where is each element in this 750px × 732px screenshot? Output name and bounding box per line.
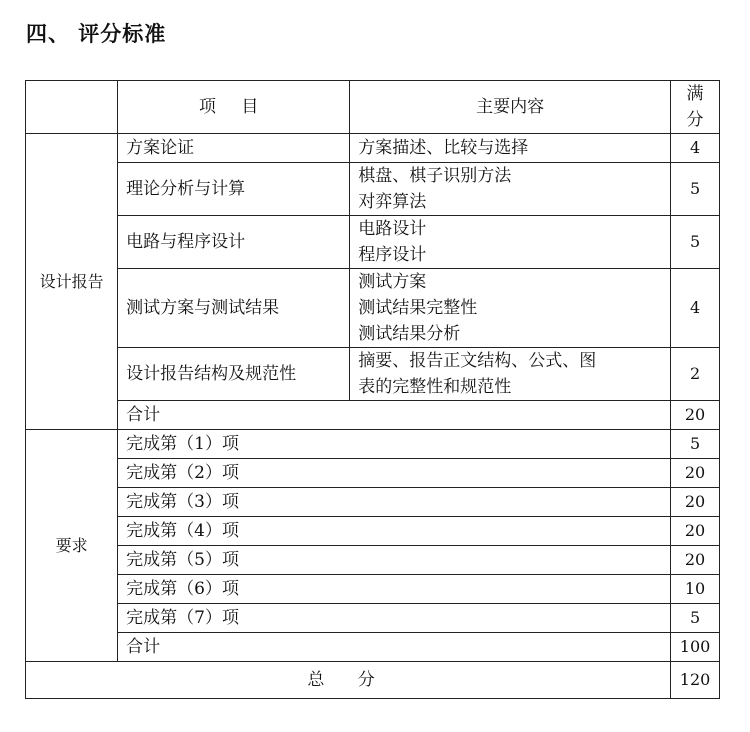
item-cell: 完成第（1）项 bbox=[118, 430, 671, 459]
table-row bbox=[26, 134, 720, 163]
content-cell bbox=[350, 269, 671, 348]
section-heading: 四、 评分标准 bbox=[26, 22, 167, 46]
score-cell: 20 bbox=[671, 517, 720, 546]
table-row bbox=[26, 269, 720, 348]
content-line: 对弈算法 bbox=[358, 192, 427, 212]
item-cell: 电路与程序设计 bbox=[118, 216, 350, 269]
table-row bbox=[26, 459, 720, 488]
header-blank bbox=[26, 81, 118, 134]
item-cell: 理论分析与计算 bbox=[118, 163, 350, 216]
category-requirements: 要求 bbox=[26, 430, 118, 662]
content-line: 测试结果完整性 bbox=[358, 298, 478, 318]
header-content: 主要内容 bbox=[350, 81, 671, 134]
header-item: 项 目 bbox=[118, 81, 350, 134]
content-cell bbox=[350, 348, 671, 401]
content-cell bbox=[350, 216, 671, 269]
subtotal-score: 100 bbox=[671, 633, 720, 662]
content-line: 程序设计 bbox=[358, 245, 427, 265]
header-row bbox=[26, 81, 720, 134]
score-cell: 4 bbox=[671, 134, 720, 163]
total-score: 120 bbox=[671, 662, 720, 699]
item-cell: 完成第（7）项 bbox=[118, 604, 671, 633]
table-row bbox=[26, 575, 720, 604]
header-score: 满分 bbox=[671, 81, 720, 134]
table-row bbox=[26, 604, 720, 633]
score-cell: 20 bbox=[671, 459, 720, 488]
subtotal-score: 20 bbox=[671, 401, 720, 430]
table-row bbox=[26, 348, 720, 401]
subtotal-label: 合计 bbox=[118, 633, 671, 662]
item-cell: 完成第（2）项 bbox=[118, 459, 671, 488]
item-cell: 测试方案与测试结果 bbox=[118, 269, 350, 348]
content-line: 电路设计 bbox=[358, 219, 427, 239]
item-cell: 设计报告结构及规范性 bbox=[118, 348, 350, 401]
item-cell: 完成第（3）项 bbox=[118, 488, 671, 517]
table-row bbox=[26, 430, 720, 459]
subtotal-label: 合计 bbox=[118, 401, 671, 430]
score-cell: 20 bbox=[671, 488, 720, 517]
score-cell: 5 bbox=[671, 430, 720, 459]
score-cell: 5 bbox=[671, 604, 720, 633]
table-row bbox=[26, 517, 720, 546]
content-line: 棋盘、棋子识别方法 bbox=[358, 166, 512, 186]
subtotal-row bbox=[26, 633, 720, 662]
content-line: 测试结果分析 bbox=[358, 324, 461, 344]
item-cell: 完成第（4）项 bbox=[118, 517, 671, 546]
table-row bbox=[26, 546, 720, 575]
score-cell: 20 bbox=[671, 546, 720, 575]
table-row bbox=[26, 488, 720, 517]
score-cell: 10 bbox=[671, 575, 720, 604]
content-line: 表的完整性和规范性 bbox=[358, 377, 512, 397]
item-cell: 完成第（5）项 bbox=[118, 546, 671, 575]
content-cell: 方案描述、比较与选择 bbox=[350, 134, 671, 163]
score-cell: 4 bbox=[671, 269, 720, 348]
score-cell: 5 bbox=[671, 163, 720, 216]
content-line: 摘要、报告正文结构、公式、图 bbox=[358, 351, 597, 371]
content-cell bbox=[350, 163, 671, 216]
grading-table bbox=[25, 80, 720, 699]
score-cell: 5 bbox=[671, 216, 720, 269]
category-design-report: 设计报告 bbox=[26, 134, 118, 430]
total-label: 总 分 bbox=[26, 662, 671, 699]
subtotal-row bbox=[26, 401, 720, 430]
score-cell: 2 bbox=[671, 348, 720, 401]
table-row bbox=[26, 216, 720, 269]
total-row bbox=[26, 662, 720, 699]
item-cell: 方案论证 bbox=[118, 134, 350, 163]
table-row bbox=[26, 163, 720, 216]
content-line: 测试方案 bbox=[358, 272, 427, 292]
item-cell: 完成第（6）项 bbox=[118, 575, 671, 604]
